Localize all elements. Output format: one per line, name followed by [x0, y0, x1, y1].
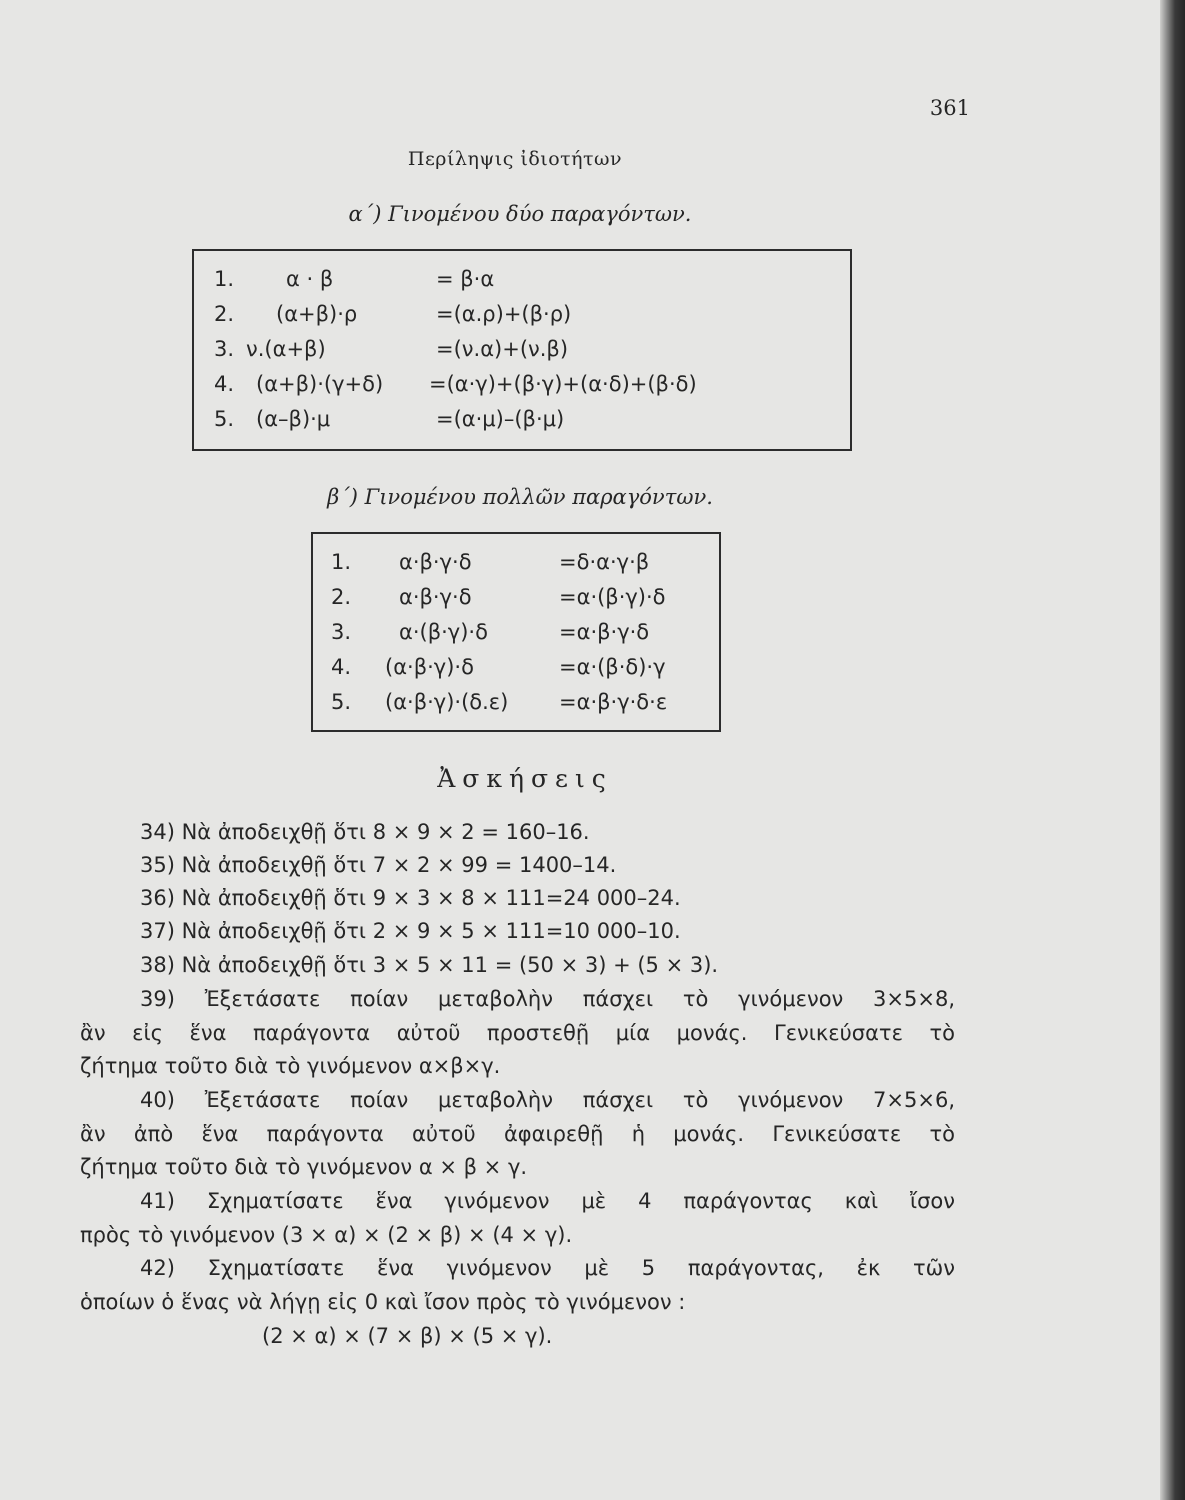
row-number: 3.: [214, 337, 235, 361]
row-right-side: =α·β·γ·δ·ε: [559, 690, 668, 714]
row-number: 1.: [214, 267, 235, 291]
row-right-side: =δ·α·γ·β: [559, 550, 650, 574]
row-left-side: (α+β)·ρ: [276, 302, 358, 326]
exercise-39-line-2: ἂν εἰς ἕνα παράγοντα αὐτοῦ προστεθῇ μία μονάς. Γενικεύσατε τὸ: [80, 1021, 955, 1045]
row-left-side: (α·β·γ)·δ: [385, 655, 474, 679]
exercise-37: 37) Νὰ ἀποδειχθῇ ὅτι 2 × 9 × 5 × 111=10 000–10.: [140, 919, 681, 943]
row-left-side: (α–β)·μ: [256, 407, 331, 431]
row-right-side: =(α·μ)–(β·μ): [436, 407, 565, 431]
property-row: [194, 372, 850, 404]
section-b-heading: β΄) Γινομένου πολλῶν παραγόντων.: [327, 485, 713, 509]
exercise-40-line-2: ἂν ἀπὸ ἕνα παράγοντα αὐτοῦ ἀφαιρεθῇ ἡ μονάς. Γενικεύσατε τὸ: [80, 1122, 955, 1146]
row-number: 4.: [214, 372, 235, 396]
row-number: 5.: [214, 407, 235, 431]
exercise-35: 35) Νὰ ἀποδειχθῇ ὅτι 7 × 2 × 99 = 1400–14.: [140, 853, 617, 877]
section-a-box: [192, 249, 852, 451]
book-spine-edge: [1160, 0, 1185, 1500]
exercise-41-line-1: 41) Σχηματίσατε ἕνα γινόμενον μὲ 4 παράγοντας καὶ ἴσον: [140, 1189, 955, 1213]
exercise-39-line-1: 39) Ἐξετάσατε ποίαν μεταβολὴν πάσχει τὸ γινόμενον 3×5×8,: [140, 987, 955, 1011]
row-left-side: α · β: [286, 267, 334, 291]
row-right-side: =(α.ρ)+(β·ρ): [436, 302, 572, 326]
row-number: 3.: [331, 620, 352, 644]
row-right-side: = β·α: [436, 267, 495, 291]
summary-title: Περίληψις ἰδιοτήτων: [407, 148, 623, 170]
exercise-36: 36) Νὰ ἀποδειχθῇ ὅτι 9 × 3 × 8 × 111=24 000–24.: [140, 886, 681, 910]
row-left-side: ν.(α+β): [246, 337, 326, 361]
row-right-side: =α·β·γ·δ: [559, 620, 650, 644]
property-row: [194, 267, 850, 299]
row-left-side: α·β·γ·δ: [399, 550, 472, 574]
row-right-side: =(α·γ)+(β·γ)+(α·δ)+(β·δ): [429, 372, 697, 396]
property-row: [194, 337, 850, 369]
row-right-side: =α·(β·γ)·δ: [559, 585, 666, 609]
row-left-side: (α·β·γ)·(δ.ε): [385, 690, 509, 714]
property-row: [313, 620, 719, 652]
property-row: [313, 655, 719, 687]
exercise-40-line-3: ζήτημα τοῦτο διὰ τὸ γινόμενον α × β × γ.: [80, 1155, 528, 1179]
exercises-title: Ἀσκήσεις: [437, 764, 613, 793]
row-number: 2.: [214, 302, 235, 326]
section-b-box: [311, 532, 721, 732]
page-number: 361: [929, 96, 970, 120]
exercise-39-line-3: ζήτημα τοῦτο διὰ τὸ γινόμενον α×β×γ.: [80, 1054, 501, 1078]
row-number: 1.: [331, 550, 352, 574]
row-number: 4.: [331, 655, 352, 679]
row-number: 2.: [331, 585, 352, 609]
row-right-side: =α·(β·δ)·γ: [559, 655, 666, 679]
property-row: [194, 407, 850, 439]
exercise-41-line-2: πρὸς τὸ γινόμενον (3 × α) × (2 × β) × (4 × γ).: [80, 1223, 573, 1247]
row-left-side: (α+β)·(γ+δ): [256, 372, 384, 396]
property-row: [313, 550, 719, 582]
property-row: [313, 585, 719, 617]
row-left-side: α·(β·γ)·δ: [399, 620, 488, 644]
exercise-42-line-1: 42) Σχηματίσατε ἕνα γινόμενον μὲ 5 παράγοντας, ἐκ τῶν: [140, 1256, 955, 1280]
exercise-38: 38) Νὰ ἀποδειχθῇ ὅτι 3 × 5 × 11 = (50 × 3) + (5 × 3).: [140, 953, 719, 977]
row-left-side: α·β·γ·δ: [399, 585, 472, 609]
exercise-40-line-1: 40) Ἐξετάσατε ποίαν μεταβολὴν πάσχει τὸ γινόμενον 7×5×6,: [140, 1088, 955, 1112]
exercise-34: 34) Νὰ ἀποδειχθῇ ὅτι 8 × 9 × 2 = 160–16.: [140, 820, 590, 844]
row-number: 5.: [331, 690, 352, 714]
row-right-side: =(ν.α)+(ν.β): [436, 337, 569, 361]
property-row: [194, 302, 850, 334]
exercise-42-line-3: (2 × α) × (7 × β) × (5 × γ).: [262, 1324, 553, 1348]
section-a-heading: α΄) Γινομένου δύο παραγόντων.: [348, 202, 692, 226]
exercise-42-line-2: ὁποίων ὁ ἕνας νὰ λήγῃ εἰς 0 καὶ ἴσον πρὸς τὸ γινόμενον :: [80, 1290, 686, 1314]
property-row: [313, 690, 719, 722]
